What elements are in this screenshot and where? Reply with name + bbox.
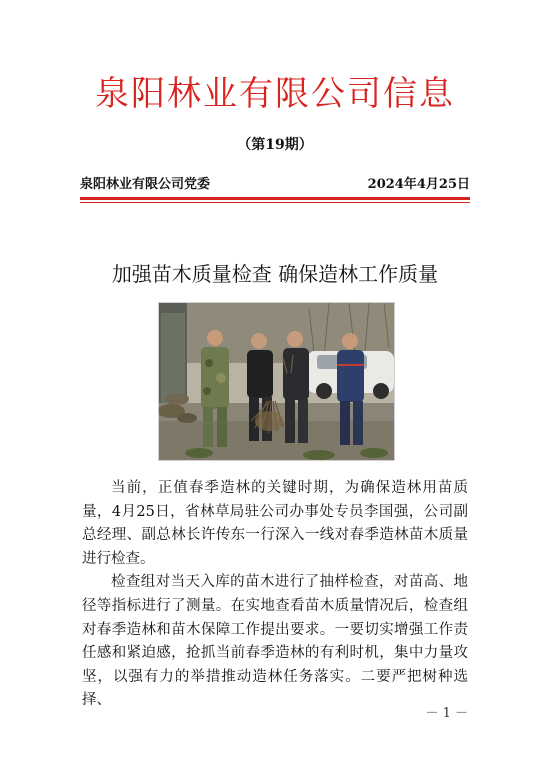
masthead-meta-row xyxy=(80,173,470,195)
article-paragraph-1: 当前，正值春季造林的关键时期，为确保造林用苗质量，4月25日，省林草局驻公司办事处专员李国强，公司副总经理、副总林长许传东一行深入一线对春季造林苗木质量进行检查。 xyxy=(82,480,468,567)
red-divider-thin xyxy=(80,202,470,203)
issue-date: 2024年4月25日 xyxy=(367,177,470,192)
article-photo xyxy=(158,302,395,461)
red-divider-thick xyxy=(80,197,470,200)
inspection-photo-illustration xyxy=(159,303,394,460)
issue-number: （第19期） xyxy=(237,137,313,153)
page-number: － 1 － xyxy=(425,706,468,721)
article-body xyxy=(82,477,468,713)
article-title: 加强苗木质量检查 确保造林工作质量 xyxy=(111,262,439,286)
masthead-title: 泉阳林业有限公司信息 xyxy=(95,74,455,114)
issuing-organization: 泉阳林业有限公司党委 xyxy=(80,177,211,192)
article-paragraph-2: 检查组对当天入库的苗木进行了抽样检查，对苗高、地径等指标进行了测量。在实地查看苗木质量情况后，检查组对春季造林和苗木保障工作提出要求。一要切实增强工作责任感和紧迫感，抢抓当前春季造林的有利时机，集中力量攻坚，以强有力的举措推动造林任务落实。二要严把树种选择、 xyxy=(82,574,468,709)
